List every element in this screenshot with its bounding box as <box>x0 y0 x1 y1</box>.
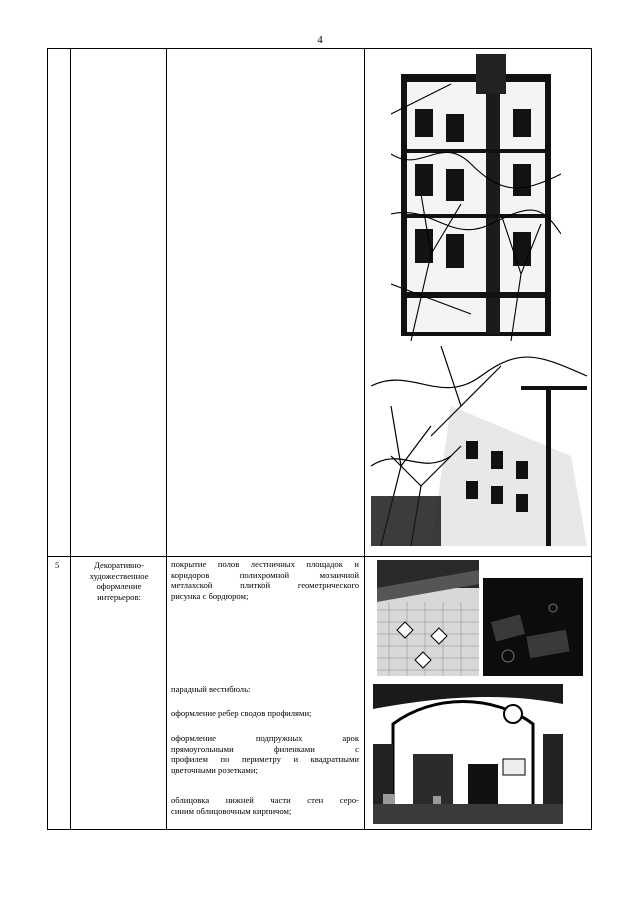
column-divider <box>166 48 167 830</box>
text-line: рисунка с бордюром; <box>171 590 249 601</box>
description-item-floors <box>171 559 359 601</box>
table-border-top <box>47 48 592 49</box>
text-line: прямоугольными филенками с <box>171 743 359 754</box>
column-divider <box>364 48 365 830</box>
mosaic-floor-photo <box>377 560 479 676</box>
text-line: синим облицовочным кирпичом; <box>171 805 292 816</box>
description-item-vestibule <box>171 684 359 695</box>
row-title: Декоративно-художественное оформление интерьеров: <box>89 560 149 602</box>
row-divider <box>47 556 592 557</box>
street-photo <box>371 346 587 546</box>
row-number: 5 <box>55 560 60 570</box>
description-item-arches <box>171 733 359 775</box>
text-line: цветочными розетками; <box>171 764 258 775</box>
table-border-left <box>47 48 48 830</box>
table-border-bottom <box>47 829 592 830</box>
text-line: парадный вестибюль: <box>171 684 251 694</box>
text-line: профилем по периметру и квадратными <box>171 754 359 765</box>
description-item-wall-cladding <box>171 795 359 816</box>
column-divider <box>70 48 71 830</box>
text-line: оформление подпружных арок <box>171 733 359 743</box>
description-item-vault-ribs <box>171 708 359 719</box>
vestibule-photo <box>373 684 563 824</box>
text-line: метлахской плиткой геометрического <box>171 580 359 591</box>
table-border-right <box>591 48 592 830</box>
text-line: покрытие полов лестничных площадок и <box>171 559 359 569</box>
text-line: оформление ребер сводов профилями; <box>171 708 312 718</box>
text-line: облицовка нижней части стен серо- <box>171 795 359 805</box>
dark-floor-photo <box>483 578 583 676</box>
facade-photo <box>391 54 561 341</box>
text-line: коридоров полихромной мозаичной <box>171 569 359 580</box>
page-number: 4 <box>317 34 323 46</box>
heritage-table <box>47 48 592 830</box>
